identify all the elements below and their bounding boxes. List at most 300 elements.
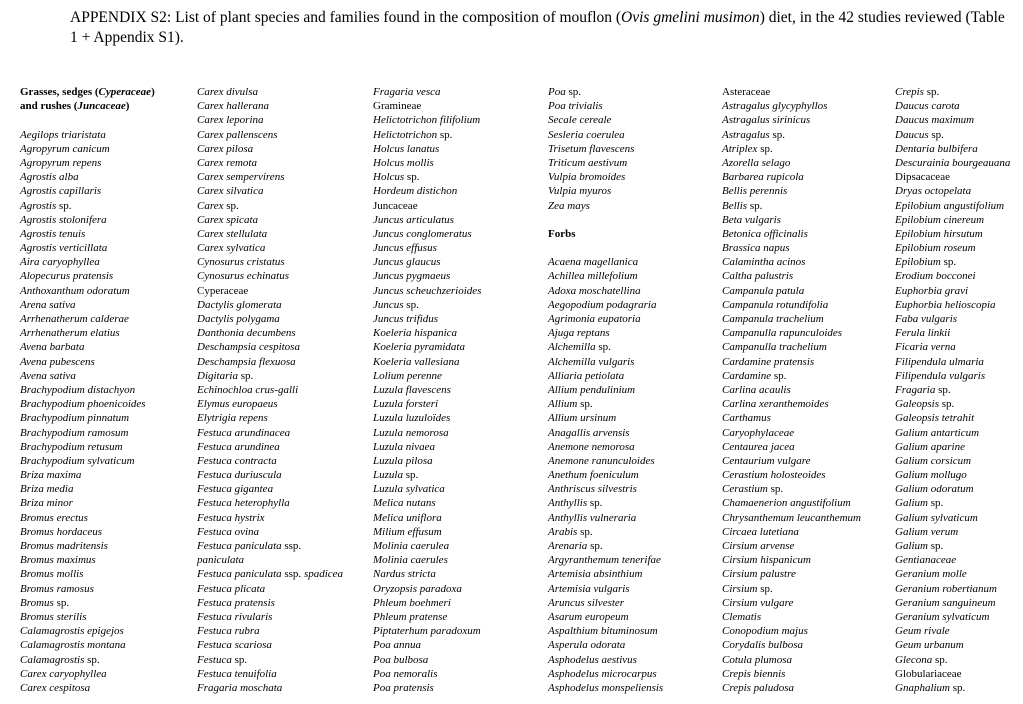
species-column-6 bbox=[895, 85, 1023, 695]
species-entry bbox=[548, 496, 728, 510]
species-entry: Zea mays bbox=[548, 199, 590, 212]
species-entry: Anethum foeniculum bbox=[548, 469, 639, 482]
species-entry: Piptaterhum paradoxum bbox=[373, 625, 481, 638]
species-entry: Galium verum bbox=[895, 525, 959, 538]
species-entry: Ficaria verna bbox=[895, 341, 956, 354]
species-entry: Cirsium hispanicum bbox=[722, 554, 811, 567]
family-entry: Asteraceae bbox=[722, 86, 771, 98]
species-entry: Luzula sylvatica bbox=[373, 483, 445, 496]
species-entry: Carthamus bbox=[722, 412, 771, 425]
species-entry: Descurainia bourgeauana bbox=[895, 156, 1011, 169]
species-entry: Lolium perenne bbox=[373, 369, 442, 382]
species-entry: Galium antarticum bbox=[895, 426, 980, 439]
species-entry: Campanula rotundifolia bbox=[722, 298, 829, 311]
species-entry: Corydalis bulbosa bbox=[722, 639, 803, 652]
species-entry bbox=[197, 539, 377, 553]
species-entry bbox=[895, 539, 1023, 553]
species-entry: Geranium molle bbox=[895, 568, 967, 581]
entry-part: Crepis bbox=[895, 86, 924, 98]
species-entry: Melica nutans bbox=[373, 497, 436, 510]
species-entry: Poa bulbosa bbox=[373, 653, 429, 666]
entry-part: sp. bbox=[940, 256, 957, 269]
species-entry: Bromus sterilis bbox=[20, 610, 87, 623]
species-entry: Luzula nemorosa bbox=[373, 426, 449, 439]
entry-part: sp. bbox=[757, 142, 773, 155]
species-entry: Brachypodium distachyon bbox=[20, 383, 136, 396]
species-entry: Geum rivale bbox=[895, 625, 950, 638]
species-entry: Gentianaceae bbox=[895, 554, 957, 567]
species-entry bbox=[895, 255, 1023, 269]
species-entry: Chrysanthemum leucanthemum bbox=[722, 511, 862, 524]
entry-part: Digitaria bbox=[197, 369, 238, 382]
species-entry: Nardus stricta bbox=[373, 568, 436, 581]
entry-part: Alchemilla bbox=[548, 341, 596, 354]
family-entry: Globulariaceae bbox=[895, 667, 962, 680]
species-entry: Koeleria hispanica bbox=[373, 327, 458, 340]
entry-part: Galium bbox=[895, 540, 928, 552]
species-entry: Adoxa moschatellina bbox=[548, 284, 641, 297]
species-entry: Campanula patula bbox=[722, 284, 805, 297]
species-entry: Achillea millefolium bbox=[548, 270, 638, 283]
spacer bbox=[548, 241, 728, 255]
species-entry: Elytrigia repens bbox=[197, 412, 268, 425]
species-entry: Phleum boehmeri bbox=[373, 596, 451, 609]
species-entry: Danthonia decumbens bbox=[197, 327, 296, 340]
spacer bbox=[20, 113, 200, 127]
species-entry: Arrhenatherum calderae bbox=[20, 313, 129, 325]
entry-part: Glecona bbox=[895, 653, 933, 666]
species-entry: Calamintha acinos bbox=[722, 256, 806, 269]
species-entry: Agrostis capillaris bbox=[20, 185, 102, 198]
species-entry: Epilobium cinereum bbox=[895, 213, 985, 226]
species-entry: Brassica napus bbox=[722, 242, 790, 255]
species-entry bbox=[20, 199, 200, 213]
species-entry: Festuca plicata bbox=[197, 582, 266, 595]
species-entry: Astragalus sirinicus bbox=[722, 114, 811, 127]
entry-part: Juncus bbox=[373, 298, 404, 311]
entry-part: Luzula bbox=[373, 469, 403, 482]
entry-part: Forbs bbox=[548, 227, 576, 240]
species-entry: Asphodelus microcarpus bbox=[548, 667, 657, 680]
species-entry: Milium effusum bbox=[373, 525, 442, 538]
species-entry: Acaena magellanica bbox=[548, 256, 639, 269]
species-entry: Triticum aestivum bbox=[548, 156, 628, 169]
species-column-1 bbox=[20, 85, 200, 695]
species-entry: Echinochloa crus-galli bbox=[197, 383, 299, 396]
entry-part: ) bbox=[125, 100, 130, 113]
species-entry: Epilobium hirsutum bbox=[895, 227, 983, 240]
entry-part: Festuca paniculata bbox=[197, 568, 282, 581]
species-entry bbox=[895, 397, 1023, 411]
entry-part: Atriplex bbox=[722, 142, 758, 155]
entry-part: sp. bbox=[595, 341, 611, 354]
species-entry: Luzula forsteri bbox=[373, 398, 439, 411]
species-entry: Festuca scariosa bbox=[197, 639, 272, 652]
species-entry: Erodium bocconei bbox=[895, 270, 976, 283]
entry-part: Grasses, sedges ( bbox=[20, 86, 99, 98]
family-entry: Dipsacaceae bbox=[895, 171, 950, 184]
species-entry: Faba vulgaris bbox=[895, 313, 958, 325]
species-entry: Festuca contracta bbox=[197, 454, 277, 467]
species-entry: Cerastium holosteoides bbox=[722, 469, 826, 482]
species-entry: Brachypodium ramosum bbox=[20, 426, 129, 439]
entry-part: Galium bbox=[895, 497, 928, 510]
entry-part: Cardamine bbox=[722, 369, 772, 382]
entry-part: Cirsium bbox=[722, 582, 758, 595]
species-entry: Chamaenerion angustifolium bbox=[722, 497, 851, 510]
entry-part: sp. bbox=[404, 171, 420, 184]
species-entry: Festuca pratensis bbox=[197, 596, 275, 609]
title-text-end: ) diet, in the 42 studies reviewed (Table 1 + Appendix S1). bbox=[70, 9, 1005, 46]
species-entry: Koeleria pyramidata bbox=[373, 341, 465, 354]
species-entry: Poa annua bbox=[373, 639, 421, 652]
entry-part: Astragalus bbox=[722, 128, 770, 141]
page-title bbox=[70, 8, 1015, 48]
species-entry: Avena sativa bbox=[20, 369, 76, 382]
species-entry: Epilobium roseum bbox=[895, 242, 976, 255]
species-entry: Galeopsis tetrahit bbox=[895, 412, 975, 425]
species-entry bbox=[722, 369, 902, 383]
species-entry bbox=[722, 199, 902, 213]
entry-part: sp. bbox=[935, 383, 951, 396]
species-entry: Bromus erectus bbox=[20, 511, 88, 524]
entry-part: sp. bbox=[932, 653, 948, 666]
species-entry: Astragalus glycyphyllos bbox=[722, 100, 828, 113]
species-entry: Agrimonia eupatoria bbox=[548, 313, 641, 325]
species-entry: Aira caryophyllea bbox=[20, 256, 100, 269]
species-entry: Aruncus silvester bbox=[548, 596, 625, 609]
species-entry: Aegilops triaristata bbox=[20, 128, 106, 141]
species-entry: Luzula luzuloïdes bbox=[373, 412, 451, 425]
species-entry: Geranium sanguineum bbox=[895, 596, 996, 609]
species-entry bbox=[197, 369, 377, 383]
species-entry bbox=[548, 525, 728, 539]
species-entry: Alopecurus pratensis bbox=[20, 270, 114, 283]
species-entry: Epilobium angustifolium bbox=[895, 199, 1005, 212]
species-entry: Allium ursinum bbox=[548, 412, 617, 425]
entry-part: sp. bbox=[769, 128, 785, 141]
species-entry: Luzula nivaea bbox=[373, 440, 436, 453]
species-entry: Agrostis stolonifera bbox=[20, 213, 107, 226]
species-entry: Barbarea rupicola bbox=[722, 171, 804, 184]
species-entry: Festuca gigantea bbox=[197, 483, 274, 496]
species-entry bbox=[197, 199, 377, 213]
entry-part: Arenaria bbox=[548, 540, 588, 552]
species-entry: Festuca rivularis bbox=[197, 610, 273, 623]
entry-part: Epilobium bbox=[895, 256, 941, 269]
family-entry: Cyperaceae bbox=[197, 284, 249, 297]
species-entry: Juncus trifidus bbox=[373, 313, 439, 325]
species-entry: Conopodium majus bbox=[722, 625, 808, 638]
species-entry: Artemisia vulgaris bbox=[548, 582, 630, 595]
species-entry: Bromus maximus bbox=[20, 554, 96, 567]
entry-part: sp. bbox=[587, 540, 603, 552]
species-entry: Galium aparine bbox=[895, 440, 965, 453]
species-entry: Agrostis alba bbox=[20, 171, 79, 184]
species-entry: Poa trivialis bbox=[548, 100, 603, 113]
species-entry: Molinia caerulea bbox=[373, 540, 450, 552]
entry-part: sp. bbox=[53, 596, 70, 609]
entry-part: Helictotrichon bbox=[373, 128, 438, 141]
entry-part: Carex bbox=[197, 199, 224, 212]
species-entry: Carex sylvatica bbox=[197, 242, 266, 255]
species-entry: Trisetum flavescens bbox=[548, 142, 635, 155]
species-entry: Arena sativa bbox=[20, 298, 76, 311]
species-entry: Carex spicata bbox=[197, 213, 258, 226]
entry-part: Anthyllis bbox=[548, 497, 588, 510]
species-entry: Briza maxima bbox=[20, 469, 82, 482]
species-entry: Clematis bbox=[722, 610, 762, 623]
species-entry: Euphorbia gravi bbox=[895, 284, 969, 297]
species-entry: Galium corsicum bbox=[895, 454, 972, 467]
species-entry: Galium mollugo bbox=[895, 469, 967, 482]
species-entry: Carex divulsa bbox=[197, 86, 258, 98]
species-entry: Alliaria petiolata bbox=[548, 369, 625, 382]
species-entry: Avena barbata bbox=[20, 341, 85, 354]
species-entry: Euphorbia helioscopia bbox=[895, 298, 996, 311]
species-entry: Oryzopsis paradoxa bbox=[373, 582, 462, 595]
species-entry: Carlina xeranthemoides bbox=[722, 398, 829, 411]
entry-part: sp. bbox=[403, 298, 419, 311]
species-entry bbox=[895, 496, 1023, 510]
species-entry: Aspalthium bituminosum bbox=[548, 625, 658, 638]
species-entry: Bromus hordaceus bbox=[20, 525, 102, 538]
species-column-4 bbox=[548, 85, 728, 695]
entry-part: ) bbox=[151, 86, 155, 98]
species-entry: Caryophylaceae bbox=[722, 426, 795, 439]
entry-part: Cyperaceae bbox=[98, 86, 152, 98]
species-entry: Juncus scheuchzerioides bbox=[373, 284, 482, 297]
species-entry: Allium pendulinium bbox=[548, 383, 636, 396]
species-entry bbox=[548, 397, 728, 411]
species-entry: Galium sylvaticum bbox=[895, 511, 978, 524]
species-entry: Secale cereale bbox=[548, 114, 612, 127]
species-entry: Vulpia myuros bbox=[548, 185, 612, 198]
species-entry: Betonica officinalis bbox=[722, 227, 808, 240]
entry-part: Calamagrostis bbox=[20, 653, 85, 666]
entry-part: sp. bbox=[939, 398, 955, 411]
species-entry bbox=[548, 539, 728, 553]
section-heading bbox=[548, 227, 728, 241]
species-entry: Festuca arundinea bbox=[197, 440, 280, 453]
entry-part: sp. bbox=[231, 653, 248, 666]
entry-part: sp. bbox=[577, 398, 593, 411]
species-entry: Centaurea jacea bbox=[722, 440, 795, 453]
species-entry: Festuca ovina bbox=[197, 525, 260, 538]
species-entry bbox=[197, 567, 377, 581]
species-entry: Festuca heterophylla bbox=[197, 497, 290, 510]
species-entry: Carex leporina bbox=[197, 114, 264, 127]
species-entry bbox=[895, 383, 1023, 397]
species-entry: Helictotrichon filifolium bbox=[373, 114, 481, 127]
species-entry bbox=[722, 128, 902, 142]
species-entry bbox=[373, 128, 553, 142]
species-entry: Briza minor bbox=[20, 497, 73, 510]
species-entry: Arrhenatherum elatius bbox=[20, 327, 120, 340]
entry-part: Galeopsis bbox=[895, 398, 939, 411]
species-entry: Bromus mollis bbox=[20, 568, 84, 581]
species-entry bbox=[895, 85, 1023, 99]
species-entry: Vulpia bromoides bbox=[548, 171, 626, 184]
species-entry: Asperula odorata bbox=[548, 639, 626, 652]
species-entry: Dryas octopelata bbox=[895, 185, 972, 198]
species-entry: Carex hallerana bbox=[197, 100, 269, 113]
species-entry bbox=[722, 582, 902, 596]
species-entry: Brachypodium phoenicoides bbox=[20, 398, 146, 411]
species-entry bbox=[20, 653, 200, 667]
species-entry: Hordeum distichon bbox=[373, 185, 458, 198]
species-entry: Anemone nemorosa bbox=[548, 440, 635, 453]
species-entry: Crepis paludosa bbox=[722, 681, 795, 694]
species-entry: Luzula pilosa bbox=[373, 454, 433, 467]
species-entry: Koeleria vallesiana bbox=[373, 355, 460, 368]
species-entry: Agropyrum canicum bbox=[20, 142, 110, 155]
species-entry: Poa nemoralis bbox=[373, 667, 438, 680]
species-entry bbox=[548, 85, 728, 99]
entry-part: Juncaceae bbox=[77, 100, 126, 113]
species-entry: Deschampsia cespitosa bbox=[197, 341, 300, 354]
species-entry: Luzula flavescens bbox=[373, 383, 451, 396]
species-entry: Calamagrostis montana bbox=[20, 639, 126, 652]
entry-part: sp. bbox=[950, 681, 966, 694]
species-entry bbox=[548, 340, 728, 354]
species-entry: Festuca rubra bbox=[197, 625, 260, 638]
entry-part: ssp. bbox=[281, 540, 302, 552]
entry-part: Bromus bbox=[20, 596, 54, 609]
species-entry: Anthoxanthum odoratum bbox=[20, 284, 130, 297]
entry-part: sp. bbox=[587, 497, 603, 510]
species-entry: Galium odoratum bbox=[895, 483, 974, 496]
species-entry: Bellis perennis bbox=[722, 185, 788, 198]
species-entry: Asphodelus aestivus bbox=[548, 653, 637, 666]
species-entry: Geranium robertianum bbox=[895, 582, 997, 595]
species-entry: Carex stellulata bbox=[197, 227, 268, 240]
entry-part: Arabis bbox=[548, 525, 578, 538]
family-entry: Gramineae bbox=[373, 100, 422, 113]
species-column-2 bbox=[197, 85, 377, 695]
species-entry bbox=[895, 128, 1023, 142]
species-entry: Asarum europeum bbox=[548, 610, 629, 623]
species-entry: Cardamine pratensis bbox=[722, 355, 815, 368]
species-entry: Carex caryophyllea bbox=[20, 667, 107, 680]
species-entry: Alchemilla vulgaris bbox=[548, 355, 635, 368]
entry-part: sp. bbox=[56, 199, 72, 212]
entry-part: sp. bbox=[237, 369, 254, 382]
entry-part: sp. bbox=[402, 469, 419, 482]
species-entry: Sesleria coerulea bbox=[548, 128, 625, 141]
species-entry: Agrostis tenuis bbox=[20, 227, 86, 240]
species-entry: Festuca tenuifolia bbox=[197, 667, 277, 680]
species-entry: Azorella selago bbox=[722, 156, 791, 169]
species-entry: Campanula trachelium bbox=[722, 313, 824, 325]
entry-part: sp. bbox=[757, 582, 773, 595]
species-entry: Agrostis verticillata bbox=[20, 242, 108, 255]
species-entry: Carlina acaulis bbox=[722, 383, 791, 396]
species-entry: Holcus lanatus bbox=[373, 142, 440, 155]
species-entry: Phleum pratense bbox=[373, 610, 448, 623]
species-entry: Calamagrostis epigejos bbox=[20, 625, 124, 638]
entry-part: Festuca bbox=[197, 653, 232, 666]
species-entry: Cirsium arvense bbox=[722, 540, 795, 552]
entry-part: Bellis bbox=[722, 199, 748, 212]
species-entry: Carex sempervirens bbox=[197, 171, 285, 184]
species-entry: Campanulla rapunculoides bbox=[722, 327, 843, 340]
section-heading bbox=[20, 99, 200, 113]
entry-part: sp. bbox=[747, 199, 763, 212]
title-text-start: APPENDIX S2: List of plant species and families found in the composition of mouflon ( bbox=[70, 9, 622, 26]
species-entry: Cirsium vulgare bbox=[722, 596, 794, 609]
entry-part: Holcus bbox=[373, 171, 405, 184]
species-entry: Deschampsia flexuosa bbox=[197, 355, 296, 368]
entry-part: sp. bbox=[771, 369, 787, 382]
species-entry: Geum urbanum bbox=[895, 639, 964, 652]
species-entry: Molinia caerules bbox=[373, 554, 448, 567]
entry-part: ssp. bbox=[281, 568, 304, 581]
species-entry: Geranium sylvaticum bbox=[895, 610, 990, 623]
species-entry bbox=[20, 596, 200, 610]
species-entry: paniculata bbox=[197, 554, 245, 567]
species-entry: Carex pilosa bbox=[197, 142, 254, 155]
species-entry: Ajuga reptans bbox=[548, 327, 610, 340]
species-entry: Carex remota bbox=[197, 156, 257, 169]
species-entry bbox=[722, 142, 902, 156]
species-entry: Cotula plumosa bbox=[722, 653, 792, 666]
species-entry: Brachypodium sylvaticum bbox=[20, 454, 135, 467]
entry-part: Allium bbox=[548, 398, 578, 411]
species-entry: Daucus maximum bbox=[895, 114, 975, 127]
entry-part: sp. bbox=[437, 128, 453, 141]
species-entry: Beta vulgaris bbox=[722, 213, 781, 226]
species-entry bbox=[197, 653, 377, 667]
section-heading bbox=[20, 85, 200, 99]
entry-part: sp. bbox=[928, 497, 944, 510]
species-entry: Dentaria bulbifera bbox=[895, 142, 978, 155]
species-entry: Filipendula vulgaris bbox=[895, 369, 986, 382]
species-entry: Cynosurus cristatus bbox=[197, 256, 285, 269]
entry-part: sp. bbox=[767, 483, 784, 496]
entry-part: Agrostis bbox=[20, 199, 57, 212]
species-entry: Centaurium vulgare bbox=[722, 454, 811, 467]
entry-part: and rushes ( bbox=[20, 100, 78, 113]
species-entry: Festuca hystrix bbox=[197, 511, 265, 524]
species-entry bbox=[373, 468, 553, 482]
species-entry: Juncus effusus bbox=[373, 242, 437, 255]
entry-part: spadicea bbox=[303, 568, 344, 581]
species-entry: Holcus mollis bbox=[373, 156, 434, 169]
species-entry: Juncus glaucus bbox=[373, 256, 441, 269]
entry-part: sp. bbox=[577, 525, 593, 538]
species-column-3 bbox=[373, 85, 553, 695]
species-entry: Anagallis arvensis bbox=[548, 426, 630, 439]
species-entry: Campanulla trachelium bbox=[722, 341, 827, 354]
species-entry: Avena pubescens bbox=[20, 355, 95, 368]
entry-part: Poa bbox=[548, 86, 566, 98]
entry-part: Fragaria bbox=[895, 383, 936, 396]
entry-part: sp. bbox=[928, 128, 944, 141]
entry-part: Daucus bbox=[895, 128, 929, 141]
species-entry: Bromus ramosus bbox=[20, 582, 94, 595]
entry-part: sp. bbox=[928, 540, 944, 552]
species-entry: Bromus madritensis bbox=[20, 540, 108, 552]
species-entry: Crepis biennis bbox=[722, 667, 786, 680]
species-entry bbox=[373, 170, 553, 184]
species-entry: Dactylis polygama bbox=[197, 313, 280, 325]
species-entry: Carex pallenscens bbox=[197, 128, 278, 141]
species-entry: Juncus pygmaeus bbox=[373, 270, 451, 283]
species-entry: Artemisia absinthium bbox=[548, 568, 643, 581]
species-entry: Argyranthemum tenerifae bbox=[548, 554, 661, 567]
species-entry: Festuca duriuscula bbox=[197, 469, 282, 482]
